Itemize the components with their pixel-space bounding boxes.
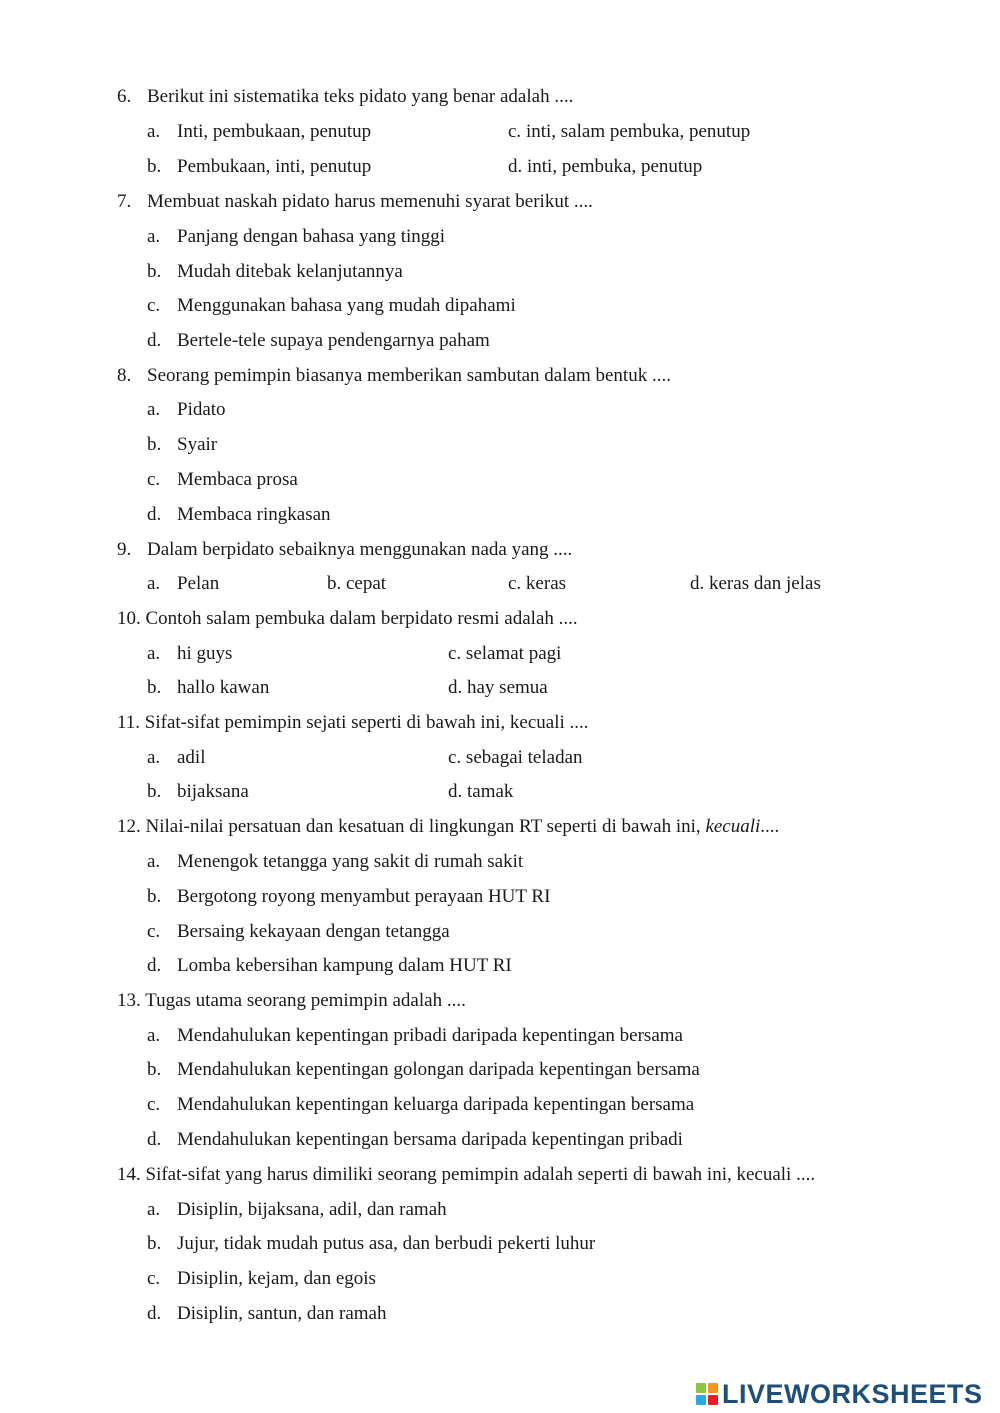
option-13b[interactable]: b. Mendahulukan kepentingan golongan daripada kepentingan bersama	[147, 1059, 700, 1080]
option-7c[interactable]: c. Menggunakan bahasa yang mudah dipahami	[147, 295, 516, 316]
logo-tile-red	[708, 1395, 718, 1405]
question-14: 14. Sifat-sifat yang harus dimiliki seorang pemimpin adalah seperti di bawah ini, kecuali ....	[117, 1164, 816, 1185]
option-11b[interactable]: b. bijaksana	[147, 781, 249, 802]
option-10b[interactable]: b. hallo kawan	[147, 677, 270, 698]
option-12a[interactable]: a. Menengok tetangga yang sakit di rumah sakit	[147, 851, 524, 872]
question-13: 13. Tugas utama seorang pemimpin adalah ....	[117, 990, 466, 1011]
option-14a[interactable]: a. Disiplin, bijaksana, adil, dan ramah	[147, 1199, 447, 1220]
option-10c[interactable]: c. selamat pagi	[448, 643, 562, 664]
option-9c[interactable]: c. keras	[508, 573, 567, 594]
option-10d[interactable]: d. hay semua	[448, 677, 548, 698]
option-13a[interactable]: a. Mendahulukan kepentingan pribadi daripada kepentingan bersama	[147, 1025, 683, 1046]
option-8c[interactable]: c. Membaca prosa	[147, 469, 298, 490]
option-6d[interactable]: d. inti, pembuka, penutup	[508, 156, 703, 177]
option-11a[interactable]: a. adil	[147, 747, 206, 768]
option-12d[interactable]: d. Lomba kebersihan kampung dalam HUT RI	[147, 955, 512, 976]
liveworksheets-brand[interactable]	[696, 1378, 983, 1410]
question-12: 12. Nilai-nilai persatuan dan kesatuan di lingkungan RT seperti di bawah ini, kecuali....	[117, 816, 780, 837]
option-13c[interactable]: c. Mendahulukan kepentingan keluarga daripada kepentingan bersama	[147, 1094, 695, 1115]
option-8a[interactable]: a. Pidato	[147, 399, 226, 420]
option-6a[interactable]: a. Inti, pembukaan, penutup	[147, 121, 372, 142]
option-13d[interactable]: d. Mendahulukan kepentingan bersama daripada kepentingan pribadi	[147, 1129, 683, 1150]
option-14d[interactable]: d. Disiplin, santun, dan ramah	[147, 1303, 387, 1324]
question-9: 9. Dalam berpidato sebaiknya menggunakan nada yang ....	[117, 539, 573, 560]
brand-text: LIVEWORKSHEETS	[722, 1378, 983, 1409]
option-12c[interactable]: c. Bersaing kekayaan dengan tetangga	[147, 921, 450, 942]
option-9d[interactable]: d. keras dan jelas	[690, 573, 821, 594]
option-11d[interactable]: d. tamak	[448, 781, 514, 802]
option-7a[interactable]: a. Panjang dengan bahasa yang tinggi	[147, 226, 446, 247]
logo-tile-green	[696, 1383, 706, 1393]
option-10a[interactable]: a. hi guys	[147, 643, 233, 664]
logo-tile-orange	[708, 1383, 718, 1393]
option-9b[interactable]: b. cepat	[327, 573, 387, 594]
option-8b[interactable]: b. Syair	[147, 434, 218, 455]
option-14b[interactable]: b. Jujur, tidak mudah putus asa, dan berbudi pekerti luhur	[147, 1233, 596, 1254]
option-7b[interactable]: b. Mudah ditebak kelanjutannya	[147, 261, 403, 282]
question-11: 11. Sifat-sifat pemimpin sejati seperti di bawah ini, kecuali ....	[117, 712, 589, 733]
option-14c[interactable]: c. Disiplin, kejam, dan egois	[147, 1268, 376, 1289]
liveworksheets-logo-icon	[696, 1383, 718, 1405]
question-10: 10. Contoh salam pembuka dalam berpidato resmi adalah ....	[117, 608, 578, 629]
option-7d[interactable]: d. Bertele-tele supaya pendengarnya paham	[147, 330, 490, 351]
logo-tile-blue	[696, 1395, 706, 1405]
option-12b[interactable]: b. Bergotong royong menyambut perayaan HUT RI	[147, 886, 551, 907]
option-9a[interactable]: a. Pelan	[147, 573, 220, 594]
question-8: 8. Seorang pemimpin biasanya memberikan sambutan dalam bentuk ....	[117, 365, 671, 386]
question-6: 6. Berikut ini sistematika teks pidato yang benar adalah ....	[117, 86, 574, 107]
option-8d[interactable]: d. Membaca ringkasan	[147, 504, 331, 525]
option-6b[interactable]: b. Pembukaan, inti, penutup	[147, 156, 372, 177]
option-11c[interactable]: c. sebagai teladan	[448, 747, 583, 768]
option-6c[interactable]: c. inti, salam pembuka, penutup	[508, 121, 751, 142]
question-7: 7. Membuat naskah pidato harus memenuhi syarat berikut ....	[117, 191, 593, 212]
